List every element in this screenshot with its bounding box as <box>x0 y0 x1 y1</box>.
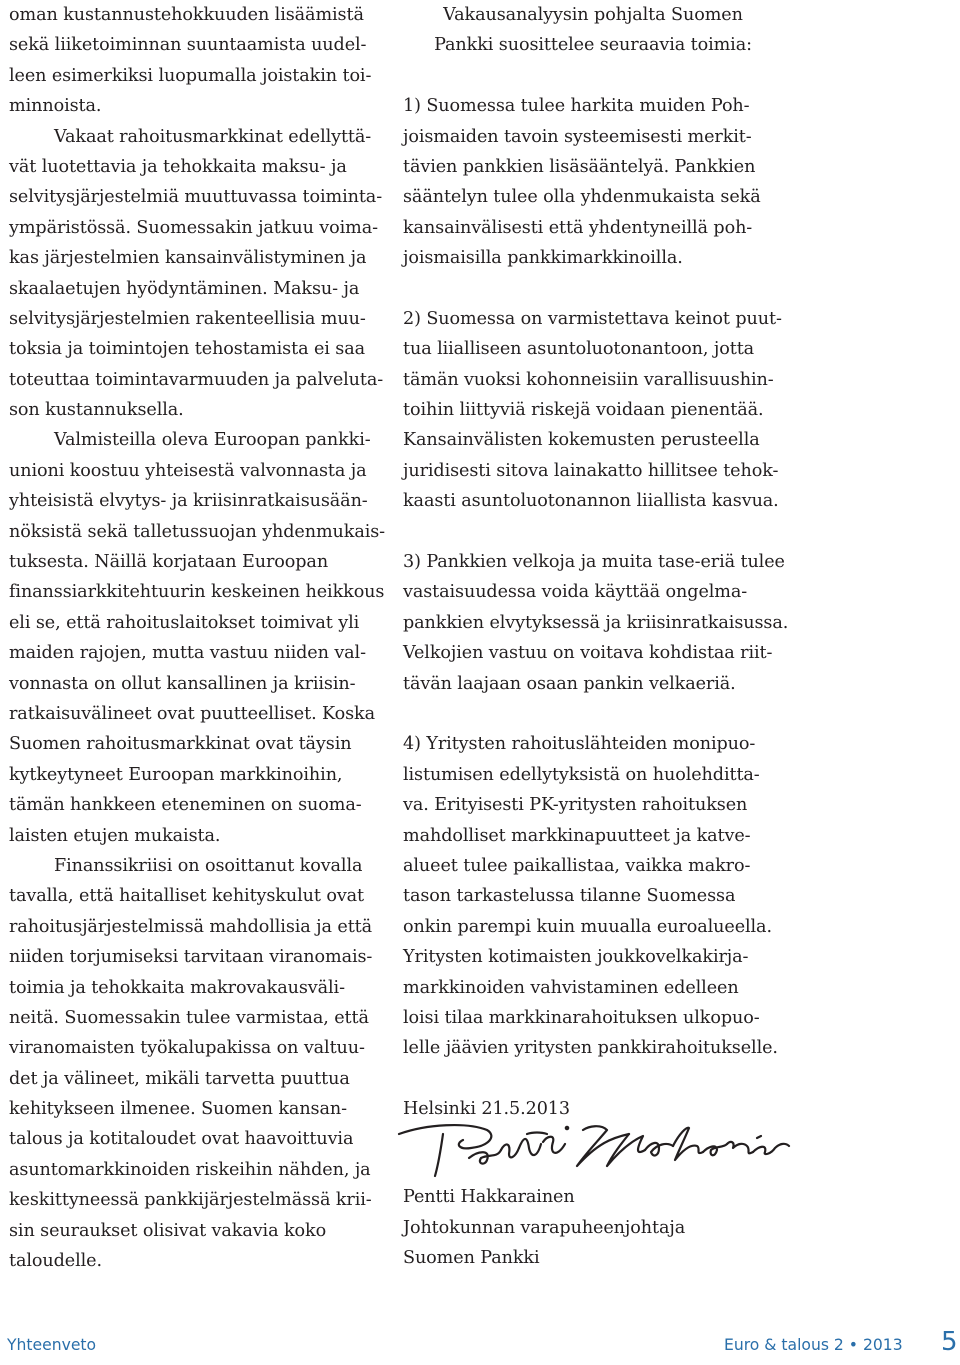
text-line: tason tarkastelussa tilanne Suomessa <box>403 886 736 907</box>
text-line: keskittyneessä pankkijärjestelmässä krii- <box>9 1190 372 1211</box>
text-line: sin seuraukset olisivat vakavia koko <box>9 1220 327 1241</box>
text-line: niiden torjumiseksi tarvitaan viranomais- <box>9 947 373 968</box>
text-line: finanssiarkkitehtuurin keskeinen heikkous <box>9 582 385 603</box>
text-line: tävän laajaan osaan pankin velkaeriä. <box>403 673 736 694</box>
text-line: selvitysjärjestelmien rakenteellisia muu- <box>9 308 366 329</box>
text-line: Pankki suosittelee seuraavia toimia: <box>434 35 752 56</box>
right-column <box>403 0 789 1274</box>
text-line: kehitykseen ilmenee. Suomen kansan- <box>9 1099 347 1120</box>
text-line: markkinoiden vahvistaminen edelleen <box>403 977 739 998</box>
footer-publication: Euro & talous 2 • 2013 <box>724 1336 903 1354</box>
text-line: 2) Suomessa on varmistettava keinot puut- <box>403 308 782 329</box>
text-line: yhteisistä elvytys- ja kriisinratkaisusään- <box>9 491 368 512</box>
text-line: onkin parempi kuin muualla euroalueella. <box>403 916 772 937</box>
text-line: ympäristössä. Suomessakin jatkuu voima- <box>9 217 378 238</box>
text-line: Vakaat rahoitusmarkkinat edellyttä- <box>54 126 372 147</box>
spacer <box>403 699 783 729</box>
text-line: toteuttaa toimintavarmuuden ja palveluta- <box>9 369 384 390</box>
text-line: ratkaisuvälineet ovat puutteelliset. Koska <box>9 703 375 724</box>
text-line: oman kustannustehokkuuden lisäämistä <box>9 5 364 25</box>
recommendation-4 <box>403 729 783 1063</box>
text-line: Vakausanalyysin pohjalta Suomen <box>443 5 743 25</box>
text-line: Yritysten kotimaisten joukkovelkakirja- <box>403 947 749 968</box>
text-line: loisi tilaa markkinarahoituksen ulkopuo- <box>403 1007 760 1028</box>
text-line: toksia ja toimintojen tehostamista ei saa <box>9 339 366 360</box>
recommendation-3 <box>403 547 789 699</box>
text-line: joismaiden tavoin systeemisesti merkit- <box>403 126 752 147</box>
signer-name: Pentti Hakkarainen <box>403 1187 575 1208</box>
signer-organization: Suomen Pankki <box>403 1248 540 1269</box>
text-line: tua liialliseen asuntoluotonantoon, jotta <box>403 339 755 360</box>
text-line: Valmisteilla oleva Euroopan pankki- <box>54 430 371 451</box>
text-line: pankkien elvytyksessä ja kriisinratkaisussa. <box>403 612 789 633</box>
text-line: selvitysjärjestelmiä muuttuvassa toiminta- <box>9 187 383 208</box>
text-line: nöksistä sekä talletussuojan yhdenmukais- <box>9 521 386 542</box>
text-line: kaasti asuntoluotonannon liiallista kasvua. <box>403 491 779 512</box>
recommendation-2 <box>403 304 783 517</box>
text-line: tämän hankkeen eteneminen on suoma- <box>9 795 362 816</box>
spacer <box>403 274 783 304</box>
text-line: 1) Suomessa tulee harkita muiden Poh- <box>403 96 750 117</box>
footer-page-number: 5 <box>941 1327 958 1357</box>
text-line: Finanssikriisi on osoittanut kovalla <box>54 855 363 876</box>
text-line: va. Erityisesti PK-yritysten rahoituksen <box>403 795 748 816</box>
text-line: juridisesti sitova lainakatto hillitsee tehok- <box>403 460 779 481</box>
text-line: viranomaisten työkalupakissa on valtuu- <box>9 1038 365 1059</box>
spacer <box>403 61 783 91</box>
left-column <box>9 0 386 1276</box>
text-line: talous ja kotitaloudet ovat haavoittuvia <box>9 1129 354 1150</box>
text-line: taloudelle. <box>9 1251 102 1272</box>
signature-icon <box>397 1120 817 1180</box>
text-line: sääntelyn tulee olla yhdenmukaista sekä <box>403 187 761 208</box>
text-line: joismaisilla pankkimarkkinoilla. <box>403 248 683 269</box>
text-line: toimia ja tehokkaita makrovakausväli- <box>9 977 345 998</box>
text-line: toihin liittyviä riskejä voidaan pienentää. <box>403 400 764 421</box>
paragraph <box>9 425 386 850</box>
text-line: listumisen edellytyksistä on huolehditta- <box>403 764 760 785</box>
text-line: sekä liiketoiminnan suuntaamista uudel- <box>9 35 367 56</box>
text-line: kansainvälisesti että yhdentyneillä poh- <box>403 217 753 238</box>
text-line: tämän vuoksi kohonneisiin varallisuushin- <box>403 369 774 390</box>
text-line: leen esimerkiksi luopumalla joistakin toi- <box>9 65 372 86</box>
footer-section-title: Yhteenveto <box>7 1336 97 1354</box>
text-line: rahoitusjärjestelmissä mahdollisia ja että <box>9 916 373 937</box>
text-line: tuksesta. Näillä korjataan Euroopan <box>9 552 329 573</box>
text-line: laisten etujen mukaista. <box>9 825 221 846</box>
text-line: tävien pankkien lisäsääntelyä. Pankkien <box>403 156 756 177</box>
text-line: Velkojien vastuu on voitava kohdistaa riit- <box>403 643 773 664</box>
text-line: vonnasta on ollut kansallinen ja kriisin- <box>9 673 356 694</box>
place-and-date: Helsinki 21.5.2013 <box>403 1099 570 1120</box>
text-line: 3) Pankkien velkoja ja muita tase-eriä tulee <box>403 552 785 573</box>
paragraph <box>9 851 374 1276</box>
text-line: kas järjestelmien kansainvälistyminen ja <box>9 248 367 269</box>
text-line: mahdolliset markkinapuutteet ja katve- <box>403 825 751 846</box>
text-line: lelle jäävien yritysten pankkirahoitukselle. <box>403 1038 778 1059</box>
spacer <box>403 1064 783 1094</box>
text-line: det ja välineet, mikäli tarvetta puuttua <box>9 1068 350 1089</box>
text-line: 4) Yritysten rahoituslähteiden monipuo- <box>403 734 756 755</box>
text-line: maiden rajojen, mutta vastuu niiden val- <box>9 643 366 664</box>
text-line: eli se, että rahoituslaitokset toimivat yli <box>9 612 360 633</box>
text-line: asuntomarkkinoiden riskeihin nähden, ja <box>9 1159 371 1180</box>
text-line: Kansainvälisten kokemusten perusteella <box>403 430 760 451</box>
text-line: neitä. Suomessakin tulee varmistaa, että <box>9 1007 369 1028</box>
page-footer <box>0 1325 960 1365</box>
paragraph <box>9 122 384 426</box>
paragraph <box>9 0 374 122</box>
recommendation-1 <box>403 91 783 273</box>
text-line: vastaisuudessa voida käyttää ongelma- <box>403 582 748 603</box>
text-line: unioni koostuu yhteisestä valvonnasta ja <box>9 460 367 481</box>
spacer <box>403 517 783 547</box>
signer-title: Johtokunnan varapuheenjohtaja <box>403 1217 686 1238</box>
text-line: kytkeytyneet Euroopan markkinoihin, <box>9 764 343 785</box>
intro-paragraph <box>403 0 783 61</box>
text-line: vät luotettavia ja tehokkaita maksu- ja <box>9 156 347 177</box>
text-line: son kustannuksella. <box>9 400 184 421</box>
text-line: alueet tulee paikallistaa, vaikka makro- <box>403 855 751 876</box>
text-line: skaalaetujen hyödyntäminen. Maksu- ja <box>9 278 360 299</box>
text-line: tavalla, että haitalliset kehityskulut ovat <box>9 886 365 907</box>
text-line: minnoista. <box>9 96 102 117</box>
text-line: Suomen rahoitusmarkkinat ovat täysin <box>9 734 352 755</box>
